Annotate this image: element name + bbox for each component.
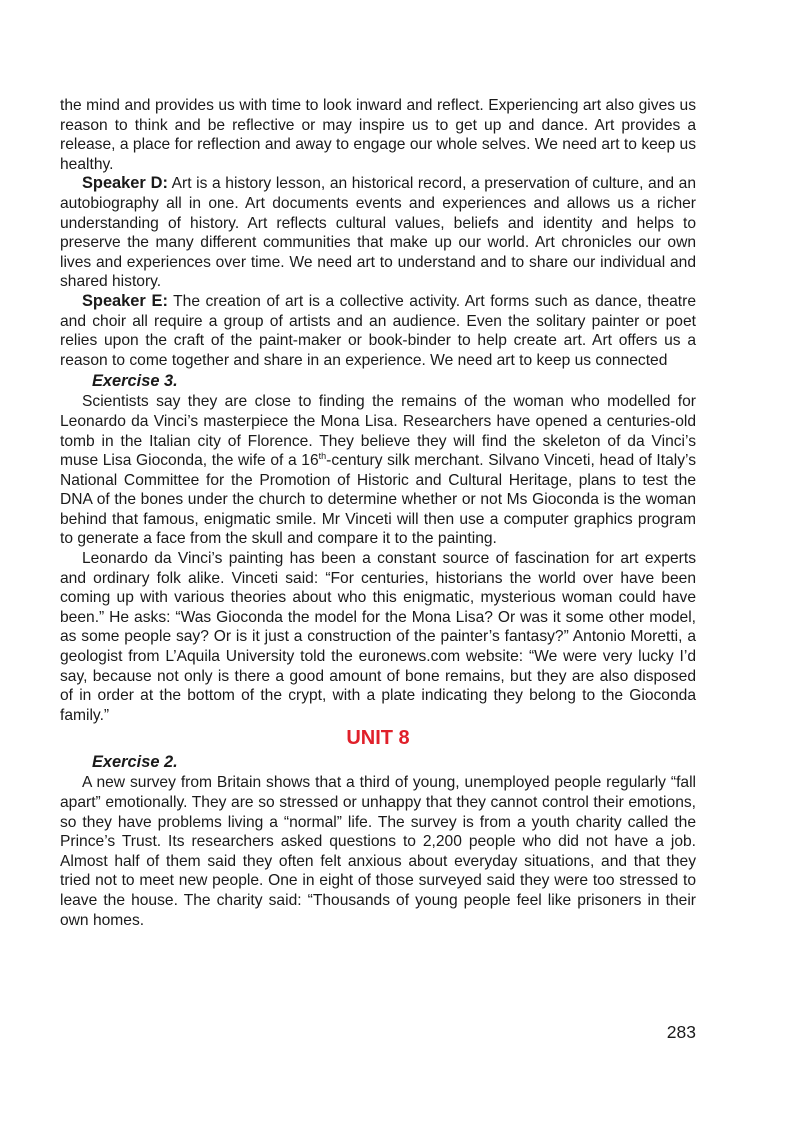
page-number: 283 [666,1022,696,1042]
exercise-3-p1-start: Scientists say they are close to finding the remains of the woman who modelled for Leonardo da Vinci’s masterpiece the Mona Lisa. Researchers have opened a centuries-old tomb in the Italian city of Florence. They believe they will find the skeleton of da Vinci’s muse Lisa Gioconda, the wife of a 16 [60,393,696,470]
exercise-3-p1-end: -century silk merchant. Silvano Vinceti, head of Italy’s National Committee for the Promotion of Historic and Cultural Heritage, plans to test the DNA of the bones under the church to determine whether or not Ms Gioconda is the woman behind that famous, enigmatic smile. Mr Vinceti will then use a computer graphics program to generate a face from the skull and compare it to the painting. [60,452,696,548]
speaker-d-label: Speaker D: [82,174,168,193]
exercise-3-heading: Exercise 3. [92,372,178,391]
exercise-2-paragraph-1: A new survey from Britain shows that a third of young, unemployed people regularly “fall apart” emotionally. They are so stressed or unhappy that they cannot control their emotions, so they have problems living a “normal” life. The survey is from a youth charity called the Prince’s Trust. Its researchers asked questions to 2,200 people who did not have a job. Almost half of them said they often felt anxious about everyday situations, and that they tried not to meet new people. One in eight of those surveyed said they were too stressed to leave the house. The charity said: “Thousands of young people feel like prisoners in their own homes. [60,774,696,929]
speaker-e-text: The creation of art is a collective activity. Art forms such as dance, theatre and choir all require a group of artists and an audience. Even the solitary painter or poet relies upon the craft of the paint-maker or book-binder to help create art. Art offers us a reason to come together and share in an experience. We need art to keep us connected [60,292,696,369]
exercise-3-paragraph-1 [60,392,696,549]
exercise-3-paragraph-2: Leonardo da Vinci’s painting has been a constant source of fascination for art experts and ordinary folk alike. Vinceti said: “For centuries, historians the world over have been coming up with various theories about who this enigmatic, mysterious woman could have been.” He asks: “Was Gioconda the model for the Mona Lisa? Or was it some other model, as some people say? Or is it just a construction of the painter’s fantasy?” Antonio Moretti, a geologist from L’Aquila University told the euronews.com website: “We were very lucky I’d say, because not only is there a good amount of bone remains, but they are also disposed of in order at the bottom of the crypt, with a plate indicating they belong to the Gioconda family.” [60,550,696,724]
speaker-d-paragraph [60,174,696,292]
intro-paragraph: the mind and provides us with time to look inward and reflect. Experiencing art also gives us reason to think and be reflective or may inspire us to get up and dance. Art provides a release, a place for reflection and away to engage our whole selves. We need art to keep us healthy. [60,97,696,173]
ordinal-suffix: th [318,450,327,461]
exercise-2-heading: Exercise 2. [92,753,178,772]
unit-heading: UNIT 8 [346,727,410,750]
speaker-e-label: Speaker E: [82,291,168,310]
page-body [60,96,696,930]
speaker-e-paragraph [60,292,696,370]
speaker-d-text: Art is a history lesson, an historical record, a preservation of culture, and an autobiography all in one. Art documents events and experiences and allows us a richer understanding of history. Art reflects cultural values, beliefs and identity and helps to preserve the many different communities that make up our world. Art chronicles our own lives and experiences over time. We need art to understand and to share our individual and shared history. [60,175,696,291]
